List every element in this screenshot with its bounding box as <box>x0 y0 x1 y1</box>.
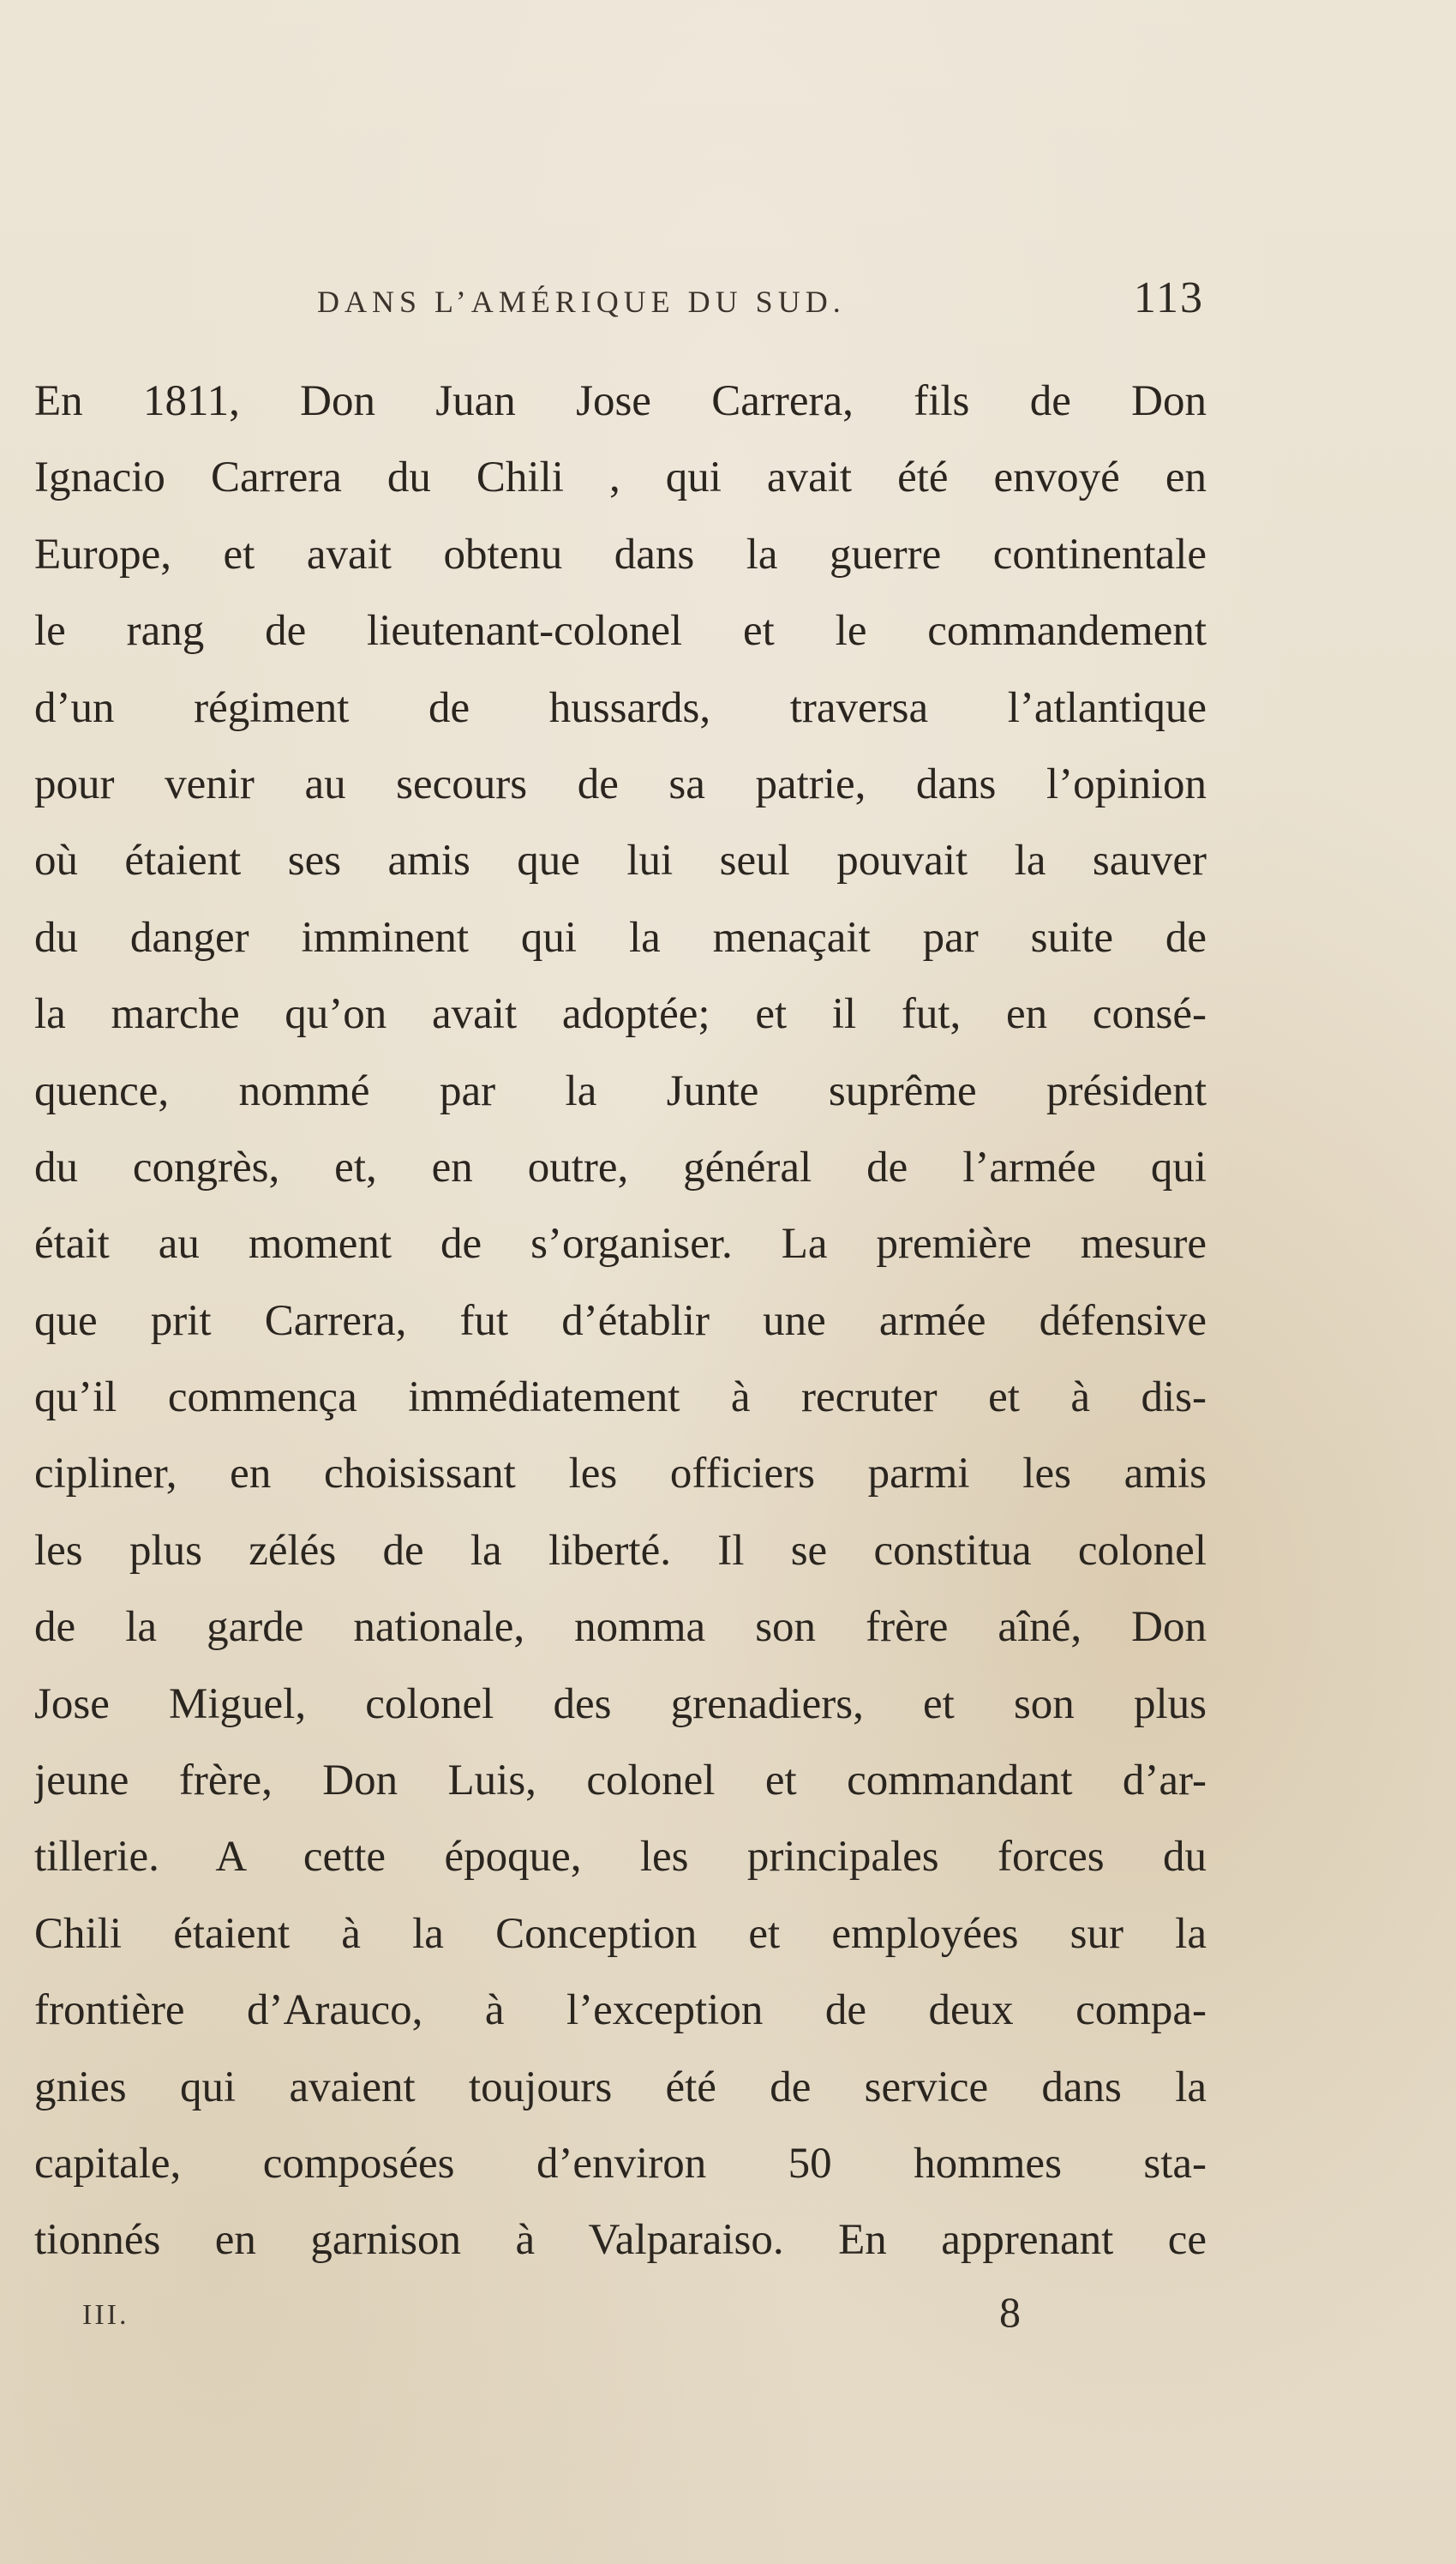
text-line: qu’il commença immédiatement à recruter et à dis- <box>34 1373 1207 1422</box>
running-title: DANS L’AMÉRIQUE DU SUD. <box>317 285 846 319</box>
volume-signature: III. <box>82 2299 129 2331</box>
body-text <box>34 363 1207 2279</box>
text-line: était au moment de s’organiser. La première mesure <box>34 1220 1207 1269</box>
sheet-number: 8 <box>999 2288 1021 2336</box>
text-line: capitale, composées d’environ 50 hommes sta- <box>34 2139 1207 2188</box>
text-line: frontière d’Arauco, à l’exception de deux compa- <box>34 1986 1207 2035</box>
text-line: quence, nommé par la Junte suprême président <box>34 1066 1207 1115</box>
text-line: que prit Carrera, fut d’établir une armée défensive <box>34 1296 1207 1345</box>
text-line: du danger imminent qui la menaçait par suite de <box>34 913 1207 962</box>
text-line: tionnés en garnison à Valparaiso. En apprenant ce <box>34 2216 1207 2265</box>
text-line: tillerie. A cette époque, les principales forces du <box>34 1833 1207 1882</box>
page-number: 113 <box>1133 273 1204 322</box>
running-head <box>317 273 1204 333</box>
text-line: Jose Miguel, colonel des grenadiers, et son plus <box>34 1679 1207 1728</box>
text-line: Ignacio Carrera du Chili , qui avait été envoyé en <box>34 453 1207 502</box>
text-line: où étaient ses amis que lui seul pouvait la sauver <box>34 837 1207 886</box>
text-line: cipliner, en choisissant les officiers parmi les amis <box>34 1450 1207 1498</box>
text-line: d’un régiment de hussards, traversa l’atlantique <box>34 683 1207 732</box>
text-line: la marche qu’on avait adoptée; et il fut, en consé- <box>34 990 1207 1039</box>
text-line: de la garde nationale, nomma son frère aîné, Don <box>34 1603 1207 1652</box>
page-footer <box>82 2287 1051 2347</box>
text-line: En 1811, Don Juan Jose Carrera, fils de Don <box>34 377 1207 425</box>
text-line: jeune frère, Don Luis, colonel et commandant d’ar- <box>34 1756 1207 1805</box>
text-line: pour venir au secours de sa patrie, dans l’opinion <box>34 760 1207 808</box>
text-line: les plus zélés de la liberté. Il se constitua colonel <box>34 1526 1207 1575</box>
text-line: gnies qui avaient toujours été de service dans la <box>34 2063 1207 2111</box>
text-line: Chili étaient à la Conception et employées sur la <box>34 1909 1207 1958</box>
text-line: le rang de lieutenant-colonel et le commandement <box>34 607 1207 656</box>
text-line: du congrès, et, en outre, général de l’armée qui <box>34 1143 1207 1192</box>
text-line: Europe, et avait obtenu dans la guerre continentale <box>34 530 1207 579</box>
